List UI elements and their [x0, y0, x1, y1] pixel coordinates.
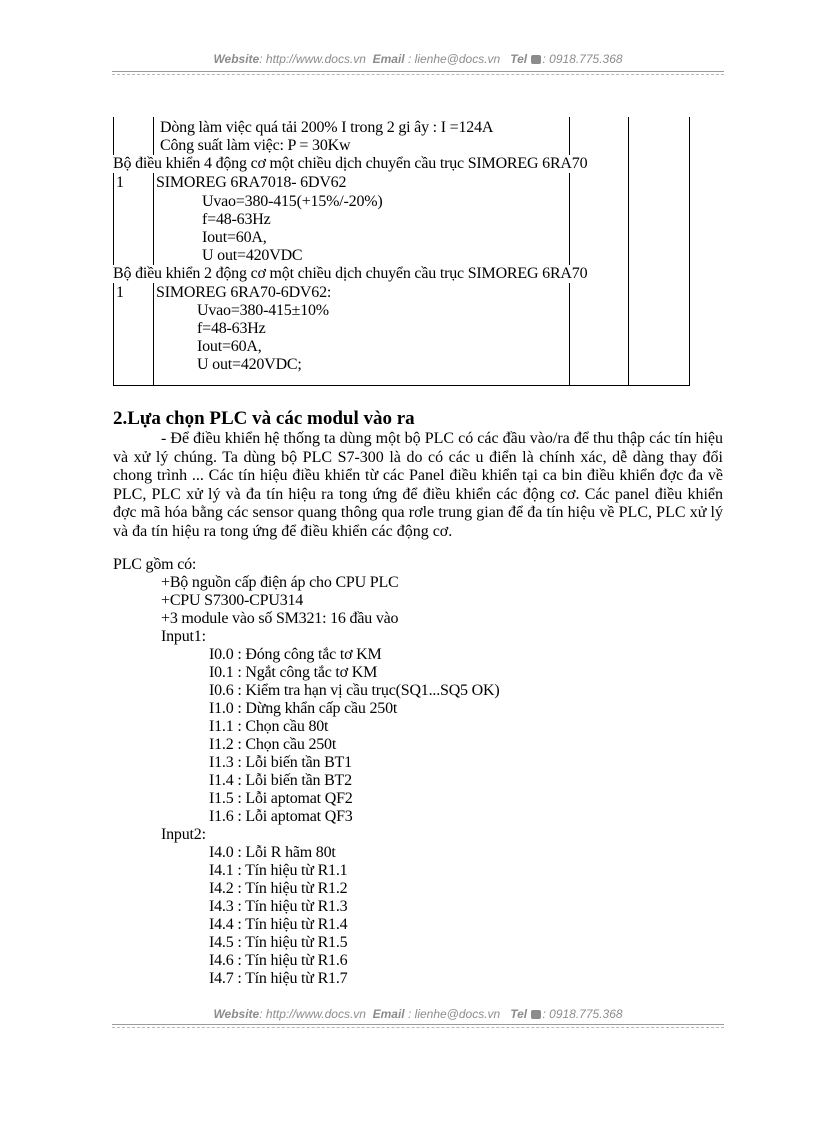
table-cell-text: U out=420VDC [202, 247, 303, 264]
website-label: Website [213, 1007, 260, 1021]
email-value[interactable]: : lienhe@docs.vn [407, 1007, 501, 1021]
input-item: I4.6 : Tín hiệu từ R1.6 [209, 952, 348, 969]
table-cell-text: Iout=60A, [202, 229, 267, 246]
component-item: +3 module vào số SM321: 16 đầu vào [161, 610, 399, 627]
table-border-bottom [113, 385, 690, 386]
tel-label: Tel [510, 52, 528, 66]
input-item: I1.0 : Dừng khẩn cấp cầu 250t [209, 700, 398, 717]
input-item: I0.6 : Kiểm tra hạn vị cầu trục(SQ1...SQ5 OK) [209, 682, 500, 699]
input-item: I1.2 : Chọn cầu 250t [209, 736, 337, 753]
website-value[interactable]: : http://www.docs.vn [259, 1007, 366, 1021]
table-row-title: Bộ điều khiển 4 động cơ một chiều dịch chuyển cầu trục SIMOREG 6RA70 [113, 155, 588, 172]
website-value[interactable]: : http://www.docs.vn [259, 52, 366, 66]
input-item: I1.4 : Lỗi biến tần BT2 [209, 772, 352, 789]
input-item: I1.3 : Lỗi biến tần BT1 [209, 754, 352, 771]
table-row-number: 1 [116, 284, 124, 301]
input-item: I1.1 : Chọn cầu 80t [209, 718, 329, 735]
table-cell-text: Công suất làm việc: P = 30Kw [160, 137, 351, 154]
table-row-number: 1 [116, 174, 124, 191]
header-rule-dashed [112, 74, 724, 75]
section-heading: 2.Lựa chọn PLC và các modul vào ra [113, 408, 415, 429]
table-cell-text: Uvao=380-415(+15%/-20%) [202, 193, 383, 210]
table-cell-text: f=48-63Hz [202, 211, 271, 228]
tel-value: : 0918.775.368 [542, 1007, 623, 1021]
paragraph-text: - Để điều khiển hệ thống ta dùng một bộ PLC có các đầu vào/ra để thu thập các tín hiệu và xử lý chúng. Ta dùng bộ PLC S7-300 là do có các u điển là chính xác, dễ dàng thay đổi chong trình ... Các tín hiệu điều khiển từ các Panel điều khiển tại ca bin điều khiển đợc đa về PLC, PLC xử lý và đa tín hiệu ra tong ứng để điều khiển các động cơ. Các panel điều khiển đợc mã hóa bằng các sensor quang thông qua rơle trung gian để đa tín hiệu về PLC, PLC xử lý và đa tín hiệu ra tong ứng để điều khiển các động cơ. [113, 430, 723, 540]
input1-label: Input1: [161, 628, 206, 645]
component-item: +Bộ nguồn cấp điện áp cho CPU PLC [161, 574, 399, 591]
table-cell-text: U out=420VDC; [197, 356, 302, 373]
input-item: I4.0 : Lỗi R hãm 80t [209, 844, 336, 861]
input-item: I1.5 : Lỗi aptomat QF2 [209, 790, 353, 807]
input2-label: Input2: [161, 826, 206, 843]
header-rule [112, 71, 724, 72]
table-col-divider [628, 117, 629, 385]
component-item: +CPU S7300-CPU314 [161, 592, 304, 609]
tel-label: Tel [510, 1007, 528, 1021]
table-cell-text: SIMOREG 6RA7018- 6DV62 [156, 174, 347, 191]
footer-rule [112, 1024, 724, 1025]
input-item: I4.4 : Tín hiệu từ R1.4 [209, 916, 348, 933]
page-footer [112, 1007, 724, 1021]
plc-intro: PLC gồm có: [113, 556, 197, 573]
phone-icon [531, 55, 541, 64]
table-cell-text: f=48-63Hz [197, 320, 266, 337]
body-paragraph [113, 430, 723, 541]
email-label: Email [372, 1007, 405, 1021]
email-label: Email [372, 52, 405, 66]
table-cell-text: Iout=60A, [197, 338, 262, 355]
input-item: I4.7 : Tín hiệu từ R1.7 [209, 970, 348, 987]
table-cell-text: Dòng làm việc quá tải 200% I trong 2 gi ây : I =124A [160, 119, 494, 136]
website-label: Website [213, 52, 260, 66]
table-cell-text: SIMOREG 6RA70-6DV62: [156, 284, 332, 301]
footer-rule-dashed [112, 1027, 724, 1028]
table-cell-text: Uvao=380-415±10% [197, 302, 329, 319]
email-value[interactable]: : lienhe@docs.vn [407, 52, 501, 66]
input-item: I4.1 : Tín hiệu từ R1.1 [209, 862, 348, 879]
input-item: I4.5 : Tín hiệu từ R1.5 [209, 934, 348, 951]
page-header [112, 52, 724, 66]
input-item: I4.3 : Tín hiệu từ R1.3 [209, 898, 348, 915]
tel-value: : 0918.775.368 [542, 52, 623, 66]
input-item: I1.6 : Lỗi aptomat QF3 [209, 808, 353, 825]
input-item: I4.2 : Tín hiệu từ R1.2 [209, 880, 348, 897]
table-border-right [689, 117, 690, 385]
input-item: I0.1 : Ngắt công tắc tơ KM [209, 664, 378, 681]
phone-icon [531, 1010, 541, 1019]
table-row-title: Bộ điều khiển 2 động cơ một chiều dịch chuyển cầu trục SIMOREG 6RA70 [113, 265, 588, 282]
input-item: I0.0 : Đóng công tắc tơ KM [209, 646, 382, 663]
